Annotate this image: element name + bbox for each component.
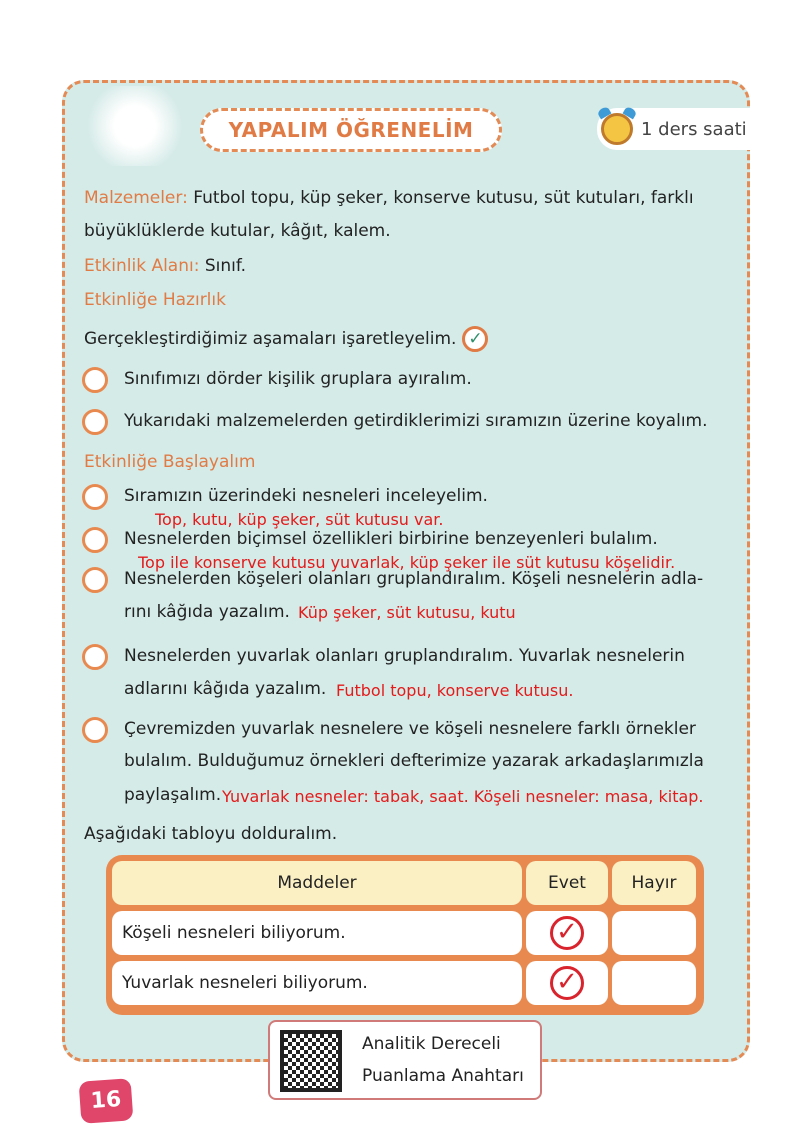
start-item: Sıramızın üzerindeki nesneleri inceleyelim. — [124, 486, 488, 506]
prep-item: Yukarıdaki malzemelerden getirdiklerimizi sıramızın üzerine koyalım. — [124, 411, 708, 431]
start-item-cont: adlarını kâğıda yazalım. — [124, 679, 327, 699]
alarm-clock-icon — [601, 113, 633, 145]
duration-text: 1 ders saati — [641, 118, 747, 140]
start-item-cont: rını kâğıda yazalım. — [124, 602, 290, 622]
materials-text: Futbol topu, küp şeker, konserve kutusu, süt kutuları, farklı — [193, 188, 694, 208]
duration-badge — [597, 108, 750, 150]
handwritten-answer: Futbol topu, konserve kutusu. — [336, 681, 574, 700]
decorative-illustration — [80, 86, 190, 166]
no-cell[interactable] — [612, 911, 696, 955]
no-cell[interactable] — [612, 961, 696, 1005]
prep-item: Sınıfımızı dörder kişilik gruplara ayıralım. — [124, 369, 472, 389]
handwritten-answer: Küp şeker, süt kutusu, kutu — [298, 603, 516, 622]
area-line — [84, 256, 246, 276]
table-intro: Aşağıdaki tabloyu dolduralım. — [84, 824, 338, 844]
checkbox-circle[interactable] — [82, 409, 108, 435]
yes-cell[interactable] — [526, 911, 608, 955]
start-item: Nesnelerden yuvarlak olanları gruplandıralım. Yuvarlak nesnelerin — [124, 646, 685, 666]
checkbox-circle[interactable] — [82, 567, 108, 593]
area-label: Etkinlik Alanı: — [84, 256, 200, 276]
self-assessment-table — [106, 855, 704, 1015]
checkbox-circle[interactable] — [82, 717, 108, 743]
check-mark-icon: ✓ — [550, 916, 584, 950]
start-item: Nesnelerden biçimsel özellikleri birbirine benzeyenleri bulalım. — [124, 529, 658, 549]
start-item: Nesnelerden köşeleri olanları gruplandıralım. Köşeli nesnelerin adla- — [124, 569, 704, 589]
materials-line2: büyüklüklerde kutular, kâğıt, kalem. — [84, 221, 391, 241]
checkbox-circle[interactable] — [82, 527, 108, 553]
handwritten-answer: Top, kutu, küp şeker, süt kutusu var. — [155, 510, 444, 529]
prep-heading: Etkinliğe Hazırlık — [84, 290, 226, 310]
header-no: Hayır — [612, 861, 696, 905]
qr-label-line1: Analitik Dereceli — [362, 1034, 501, 1054]
checkbox-circle[interactable] — [82, 484, 108, 510]
materials-line1 — [84, 188, 694, 208]
qr-code-icon — [280, 1030, 342, 1092]
qr-rubric-box[interactable] — [268, 1020, 542, 1100]
start-item-cont: paylaşalım. — [124, 785, 222, 805]
instruction-text: Gerçekleştirdiğimiz aşamaları işaretleyelim. — [84, 329, 457, 349]
prep-instruction — [84, 326, 488, 352]
qr-label-line2: Puanlama Anahtarı — [362, 1066, 524, 1086]
checkbox-circle[interactable] — [82, 644, 108, 670]
start-item: Çevremizden yuvarlak nesnelere ve köşeli nesnelere farklı örnekler — [124, 719, 696, 739]
check-mark-icon: ✓ — [550, 966, 584, 1000]
yes-cell[interactable] — [526, 961, 608, 1005]
page-number: 16 — [79, 1078, 134, 1124]
start-heading: Etkinliğe Başlayalım — [84, 452, 256, 472]
table-row-item: Köşeli nesneleri biliyorum. — [112, 911, 522, 955]
section-title: YAPALIM ÖĞRENELİM — [200, 108, 502, 152]
check-circle-icon: ✓ — [462, 326, 488, 352]
handwritten-answer: Top ile konserve kutusu yuvarlak, küp şeker ile süt kutusu köşelidir. — [138, 553, 676, 572]
header-yes: Evet — [526, 861, 608, 905]
area-value: Sınıf. — [204, 256, 247, 276]
handwritten-answer: Yuvarlak nesneler: tabak, saat. Köşeli nesneler: masa, kitap. — [222, 787, 704, 806]
header-items: Maddeler — [112, 861, 522, 905]
materials-label: Malzemeler: — [84, 188, 188, 208]
checkbox-circle[interactable] — [82, 367, 108, 393]
table-row-item: Yuvarlak nesneleri biliyorum. — [112, 961, 522, 1005]
start-item-cont: bulalım. Bulduğumuz örnekleri defterimize yazarak arkadaşlarımızla — [124, 751, 704, 771]
